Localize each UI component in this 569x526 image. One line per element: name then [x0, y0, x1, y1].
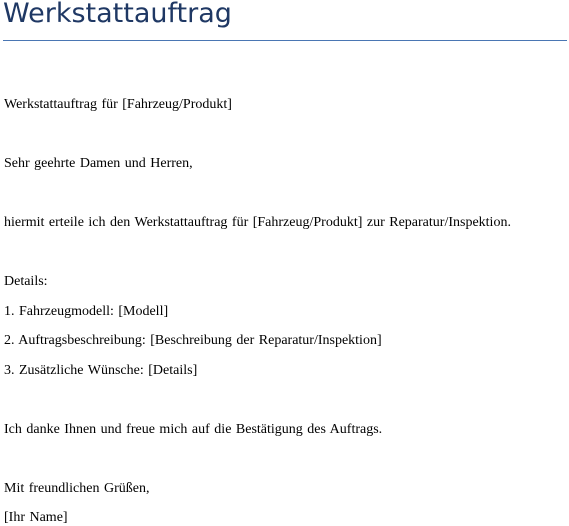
signature-placeholder: [Ihr Name] — [4, 510, 68, 525]
closing-greeting: Mit freundlichen Grüßen, — [4, 481, 150, 496]
details-heading: Details: — [4, 274, 48, 289]
details-item-model: 1. Fahrzeugmodell: [Modell] — [4, 304, 169, 319]
salutation: Sehr geehrte Damen und Herren, — [4, 156, 193, 171]
intro-paragraph: hiermit erteile ich den Werkstattauftrag für [Fahrzeug/Produkt] zur Reparatur/Inspektion. — [4, 215, 511, 230]
subject-line: Werkstattauftrag für [Fahrzeug/Produkt] — [4, 97, 232, 112]
document-title: Werkstattauftrag — [3, 0, 232, 29]
closing-sentence: Ich danke Ihnen und freue mich auf die Bestätigung des Auftrags. — [4, 422, 383, 437]
details-item-description: 2. Auftragsbeschreibung: [Beschreibung der Reparatur/Inspektion] — [4, 333, 382, 348]
details-item-wishes: 3. Zusätzliche Wünsche: [Details] — [4, 363, 198, 378]
title-underline — [3, 40, 567, 41]
